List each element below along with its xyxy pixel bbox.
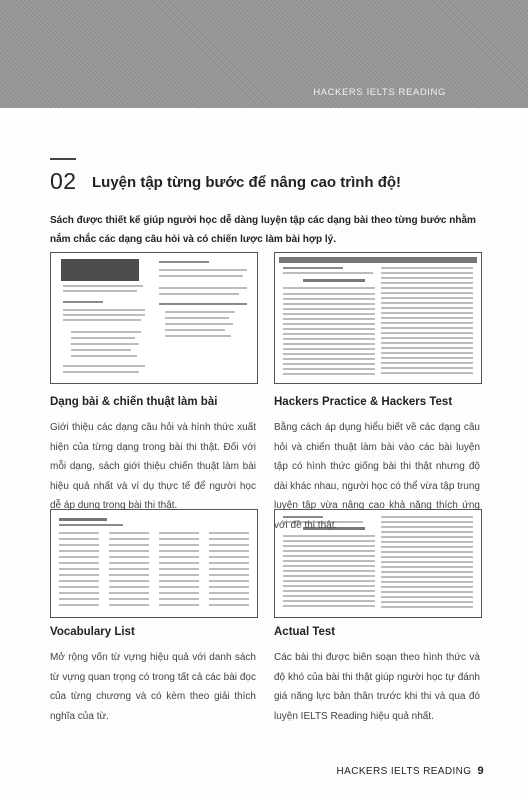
page-number: 9	[477, 765, 484, 777]
section-number: 02	[50, 168, 77, 194]
page-footer	[337, 765, 484, 777]
thumbnail-question-types	[50, 252, 258, 384]
thumbnail-hackers-practice	[274, 252, 482, 384]
description-hackers-practice: Bằng cách áp dụng hiểu biết về các dạng câu hỏi và chiến thuật làm bài vào các bài luyện tập có hình thức giống bài thi thật nhưng độ dài khác nhau, người học có thể vừa tập trung luyện tập vừa nâng cao khả năng thích ứng với đề thi thật.	[274, 422, 480, 531]
caption-actual-test: Actual Test	[274, 626, 336, 638]
caption-vocabulary-list: Vocabulary List	[50, 626, 135, 638]
caption-question-types: Dạng bài & chiến thuật làm bài	[50, 396, 218, 408]
header-banner	[0, 0, 528, 108]
section-rule	[50, 158, 76, 160]
description-vocabulary-list: Mở rộng vốn từ vựng hiệu quả với danh sách từ vựng quan trọng có trong tất cả các bài đọc của từng chương và có kèm theo giải thích nghĩa của từ.	[50, 652, 256, 722]
description-question-types: Giới thiệu các dạng câu hỏi và hình thức xuất hiện của từng dạng trong bài thi thật. Đối với mỗi dạng, sách giới thiệu chiến thuật làm bài hiệu quả nhất và ví dụ thực tế để người học dễ áp dụng trong bài thi thật.	[50, 422, 256, 511]
footer-brand: HACKERS IELTS READING	[336, 766, 472, 777]
section-intro: Sách được thiết kế giúp người học dễ dàng luyện tập các dạng bài theo từng bước nhằm nắm chắc các dạng câu hỏi và có chiến lược làm bài hợp lý.	[50, 215, 476, 245]
banner-title: HACKERS IELTS READING	[313, 87, 446, 98]
thumbnail-vocabulary-list	[50, 509, 258, 618]
description-actual-test: Các bài thi được biên soạn theo hình thức và độ khó của bài thi thật giúp người học tự đánh giá năng lực bản thân trước khi thi và qua đó luyện IELTS Reading hiệu quả nhất.	[274, 652, 480, 722]
caption-hackers-practice: Hackers Practice & Hackers Test	[274, 396, 453, 408]
section-title: Luyện tập từng bước để nâng cao trình độ!	[92, 174, 402, 191]
